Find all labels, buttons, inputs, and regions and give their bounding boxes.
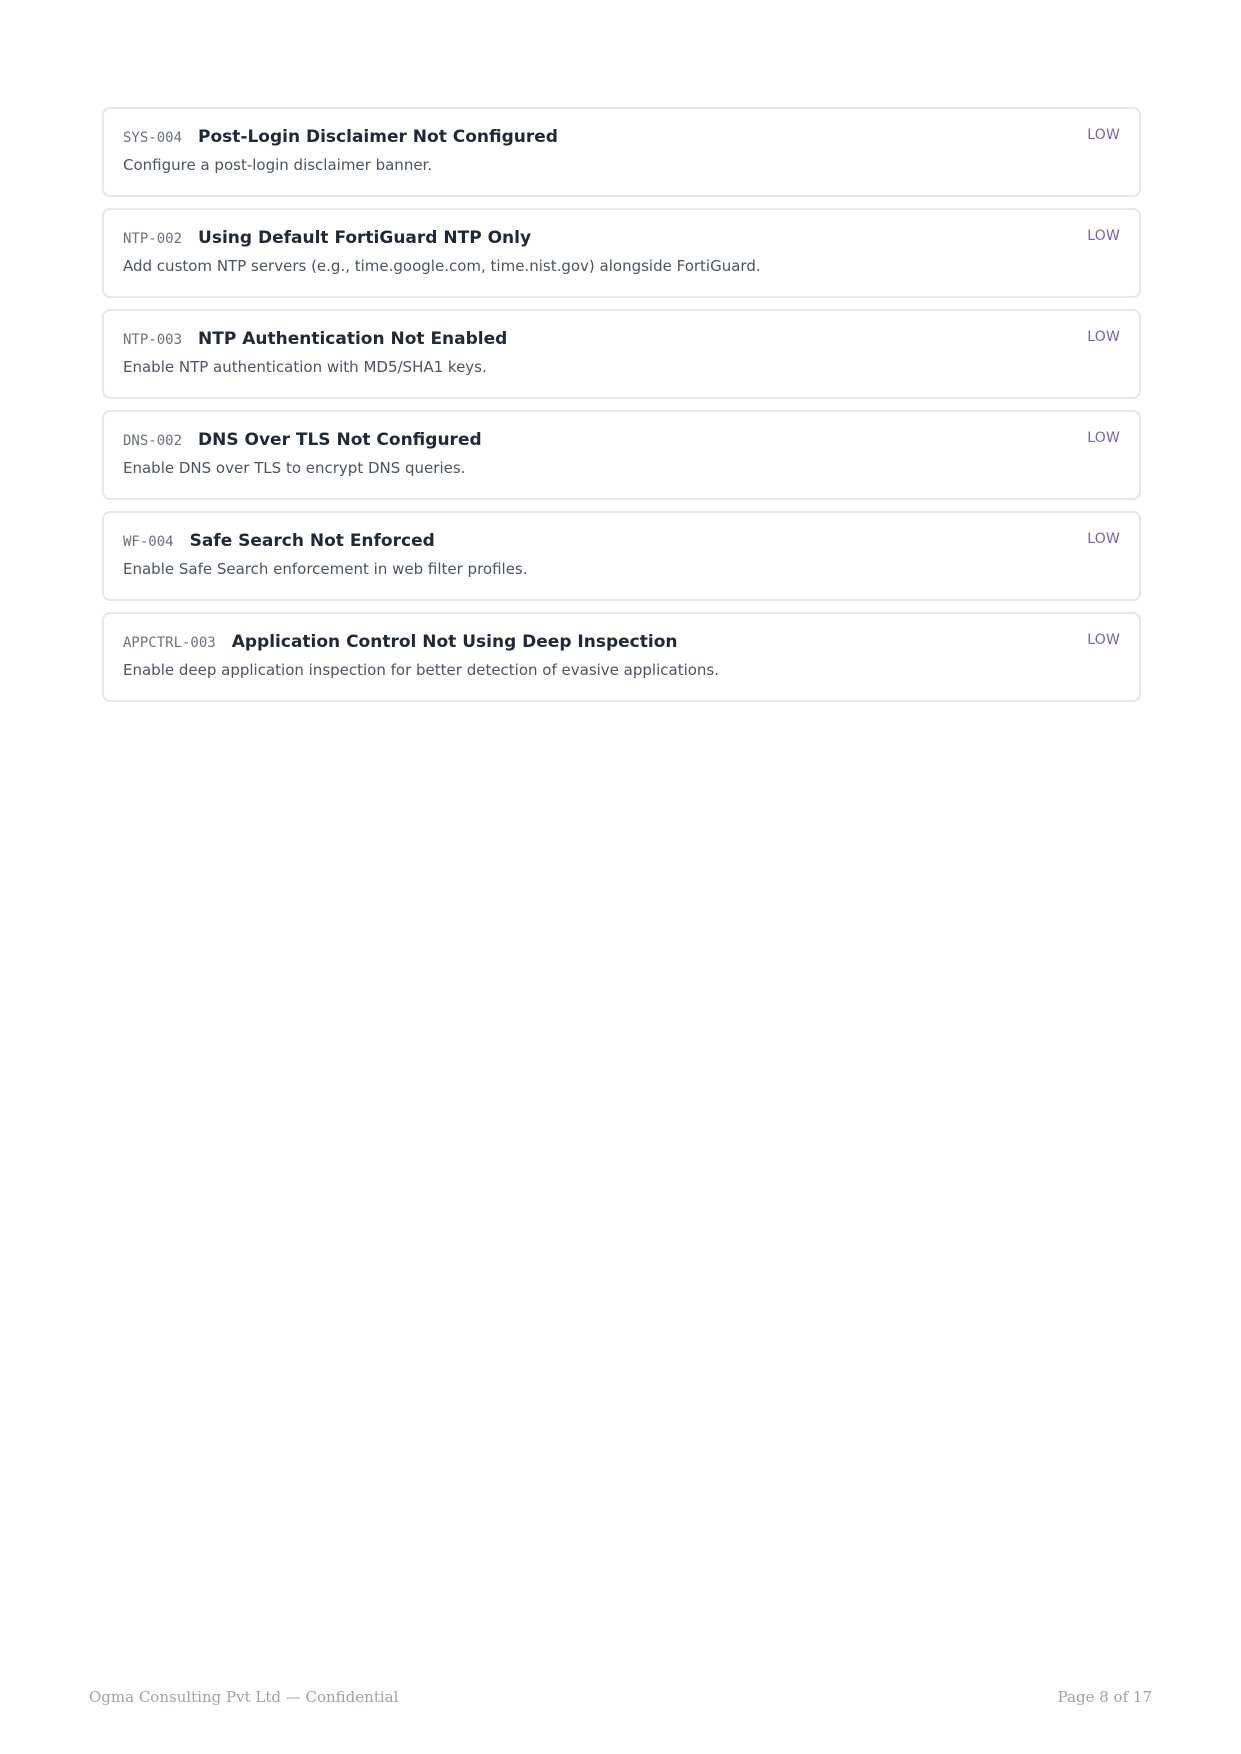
finding-title: Using Default FortiGuard NTP Only [198,228,532,248]
finding-title: Post-Login Disclaimer Not Configured [198,127,558,147]
severity-badge: LOW [1087,127,1120,143]
finding-description: Enable deep application inspection for better detection of evasive applications. [123,661,720,679]
finding-card [102,107,1141,197]
severity-badge: LOW [1087,531,1120,547]
finding-title: Safe Search Not Enforced [189,531,435,551]
finding-header [123,430,1120,452]
finding-title: Application Control Not Using Deep Inspection [231,632,678,652]
finding-description: Enable Safe Search enforcement in web filter profiles. [123,560,528,578]
finding-card [102,208,1141,298]
finding-id: NTP-002 [123,231,183,247]
finding-header [123,329,1120,351]
finding-id: WF-004 [123,534,174,550]
finding-card [102,612,1141,702]
finding-description: Configure a post-login disclaimer banner. [123,156,433,174]
finding-description: Enable DNS over TLS to encrypt DNS queries. [123,459,466,477]
footer-page-number: Page 8 of 17 [1057,1688,1152,1706]
finding-id: APPCTRL-003 [123,635,216,651]
finding-header [123,228,1120,250]
finding-header [123,127,1120,149]
finding-title: NTP Authentication Not Enabled [198,329,508,349]
findings-list [102,107,1141,713]
finding-title: DNS Over TLS Not Configured [198,430,482,450]
severity-badge: LOW [1087,329,1120,345]
severity-badge: LOW [1087,228,1120,244]
footer-company: Ogma Consulting Pvt Ltd — Confidential [89,1688,399,1706]
finding-description: Add custom NTP servers (e.g., time.google.com, time.nist.gov) alongside FortiGuard. [123,257,761,275]
finding-card [102,309,1141,399]
finding-description: Enable NTP authentication with MD5/SHA1 keys. [123,358,487,376]
page-footer [89,1688,1152,1706]
finding-id: SYS-004 [123,130,183,146]
finding-card [102,511,1141,601]
finding-header [123,531,1120,553]
finding-id: DNS-002 [123,433,183,449]
severity-badge: LOW [1087,430,1120,446]
severity-badge: LOW [1087,632,1120,648]
finding-card [102,410,1141,500]
finding-header [123,632,1120,654]
finding-id: NTP-003 [123,332,183,348]
